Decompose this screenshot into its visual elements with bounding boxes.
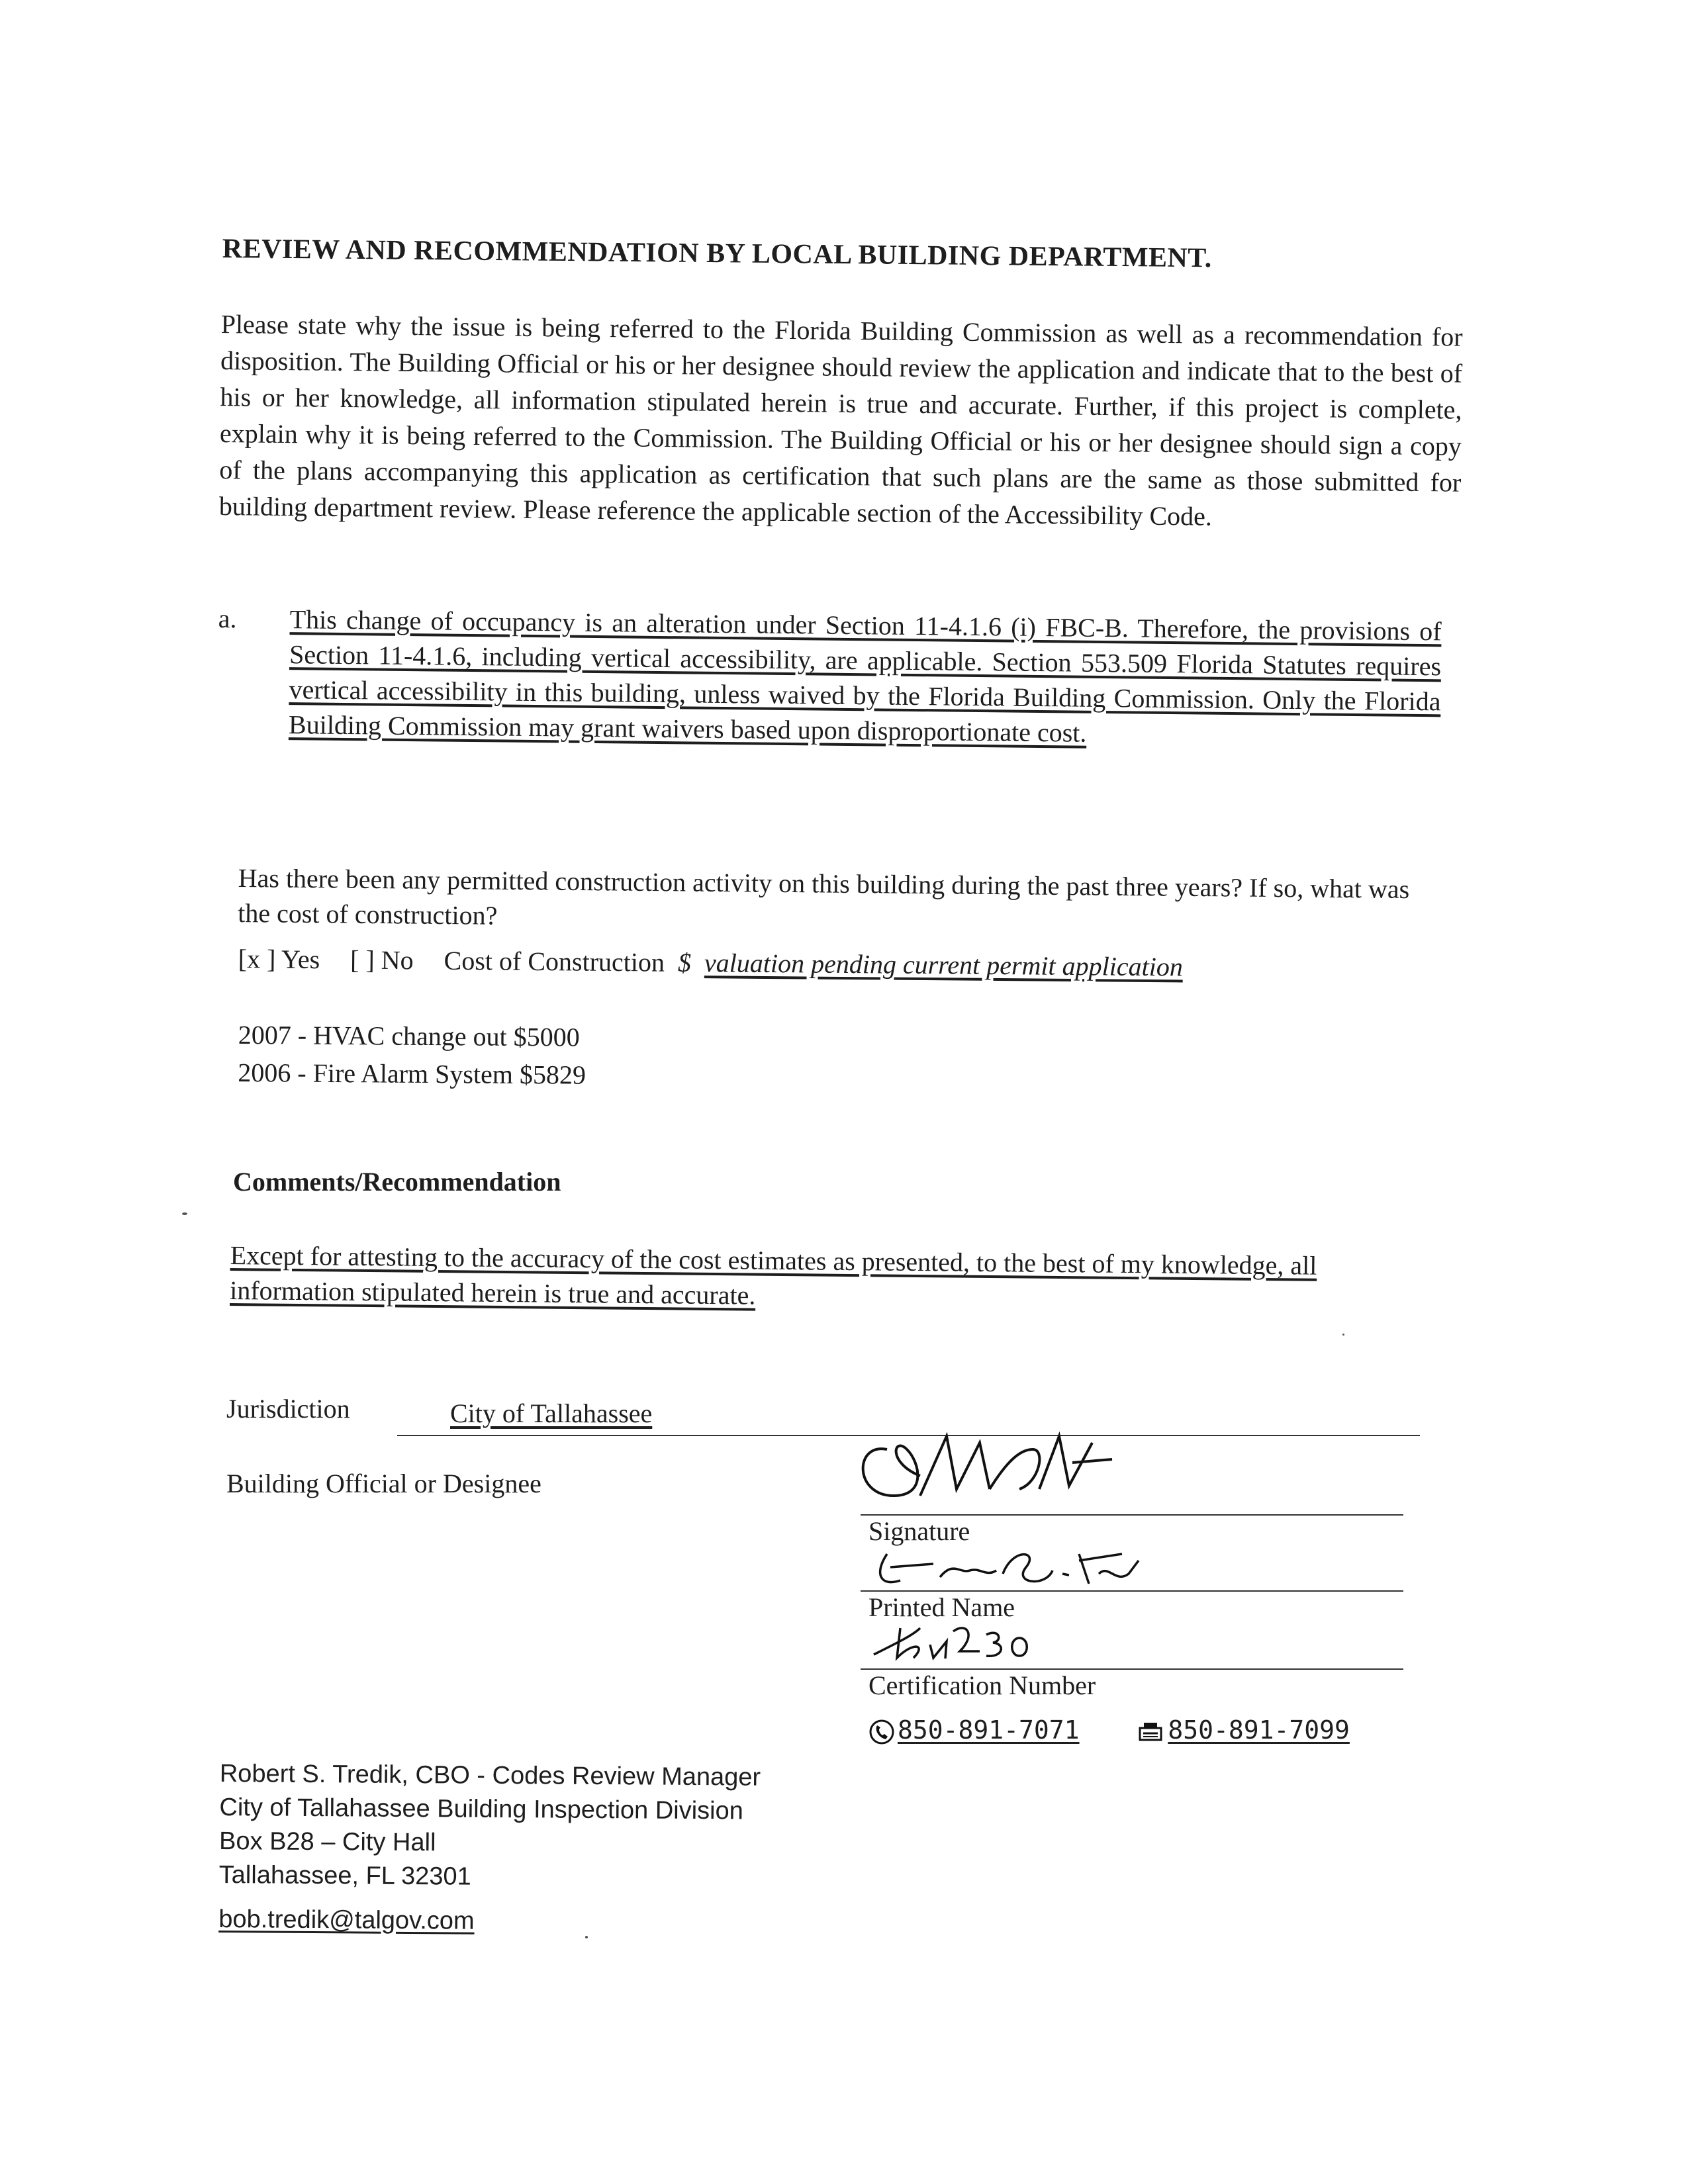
item-a-text: This change of occupancy is an alteration under Section 11-4.1.6 (i) FBC-B. Therefore, the provisions of Section 11-4.1.6, including vertical accessibility, are applicable. Section 553.509 Florida Statutes requires vertical accessibility in this building, unless waived by the Florida Building Commission. Only the Florida Building Commission may grant waivers based upon disproportionate cost. (288, 604, 1442, 748)
signature-image (847, 1423, 1139, 1516)
yes-checkbox[interactable]: [x ] Yes (238, 944, 320, 975)
cost-label: Cost of Construction (444, 945, 665, 978)
scan-speck (182, 1212, 187, 1215)
construction-question: Has there been any permitted construction activity on this building during the past three years? If so, what was the cost of construction? (238, 862, 1410, 931)
jurisdiction-label: Jurisdiction (226, 1394, 350, 1424)
scan-speck (1342, 1334, 1344, 1336)
contact-city: Tallahassee, FL 32301 (218, 1860, 471, 1891)
phone-fax-line (868, 1715, 1350, 1745)
phone-number: 850-891-7071 (898, 1715, 1080, 1745)
currency-symbol: $ (677, 947, 692, 978)
page-title: REVIEW AND RECOMMENDATION BY LOCAL BUILDING DEPARTMENT. (222, 233, 1212, 274)
jurisdiction-value: City of Tallahassee (450, 1398, 653, 1428)
cost-value: valuation pending current permit application (704, 948, 1184, 982)
official-label: Building Official or Designee (226, 1469, 541, 1498)
no-checkbox[interactable]: [ ] No (350, 944, 414, 976)
contact-organization: City of Tallahassee Building Inspection Division (219, 1793, 744, 1825)
scan-speck (585, 1936, 588, 1938)
item-a-marker: a. (218, 603, 237, 634)
certification-caption: Certification Number (868, 1670, 1096, 1700)
signature-caption: Signature (868, 1516, 970, 1546)
fax-icon (1136, 1719, 1165, 1745)
construction-history (238, 1016, 586, 1094)
printed-name-handwriting (861, 1534, 1152, 1594)
history-item: 2006 - Fire Alarm System $5829 (238, 1057, 586, 1090)
item-a (218, 601, 1443, 748)
comments-heading: Comments/Recommendation (233, 1167, 561, 1197)
construction-answer-line (238, 943, 1443, 985)
phone-icon (868, 1719, 895, 1745)
contact-block (218, 1757, 761, 1940)
contact-name: Robert S. Tredik, CBO - Codes Review Manager (219, 1760, 761, 1792)
history-item: 2007 - HVAC change out $5000 (238, 1019, 580, 1052)
instructions-paragraph: Please state why the issue is being referred to the Florida Building Commission as well as a recommendation for disposition. The Building Official or his or her designee should review the application and indicate that to the best of his or her knowledge, all information stipulated herein is true and accurate. Further, if this project is complete, explain why it is being referred to the Commission. The Building Official or his or her designee should sign a copy of the plans accompanying this application as certification that such plans are the same as those submitted for building department review. Please reference the applicable section of the Accessibility Code. (218, 308, 1463, 531)
fax-number: 850-891-7099 (1168, 1715, 1350, 1745)
contact-email-link[interactable]: bob.tredik@talgov.com (218, 1905, 475, 1935)
certification-handwriting (861, 1615, 1033, 1668)
printed-name-caption: Printed Name (868, 1592, 1015, 1622)
comments-text: Except for attesting to the accuracy of the cost estimates as presented, to the best of my knowledge, all information stipulated herein is true and accurate. (230, 1240, 1317, 1310)
contact-box: Box B28 – City Hall (218, 1827, 436, 1857)
